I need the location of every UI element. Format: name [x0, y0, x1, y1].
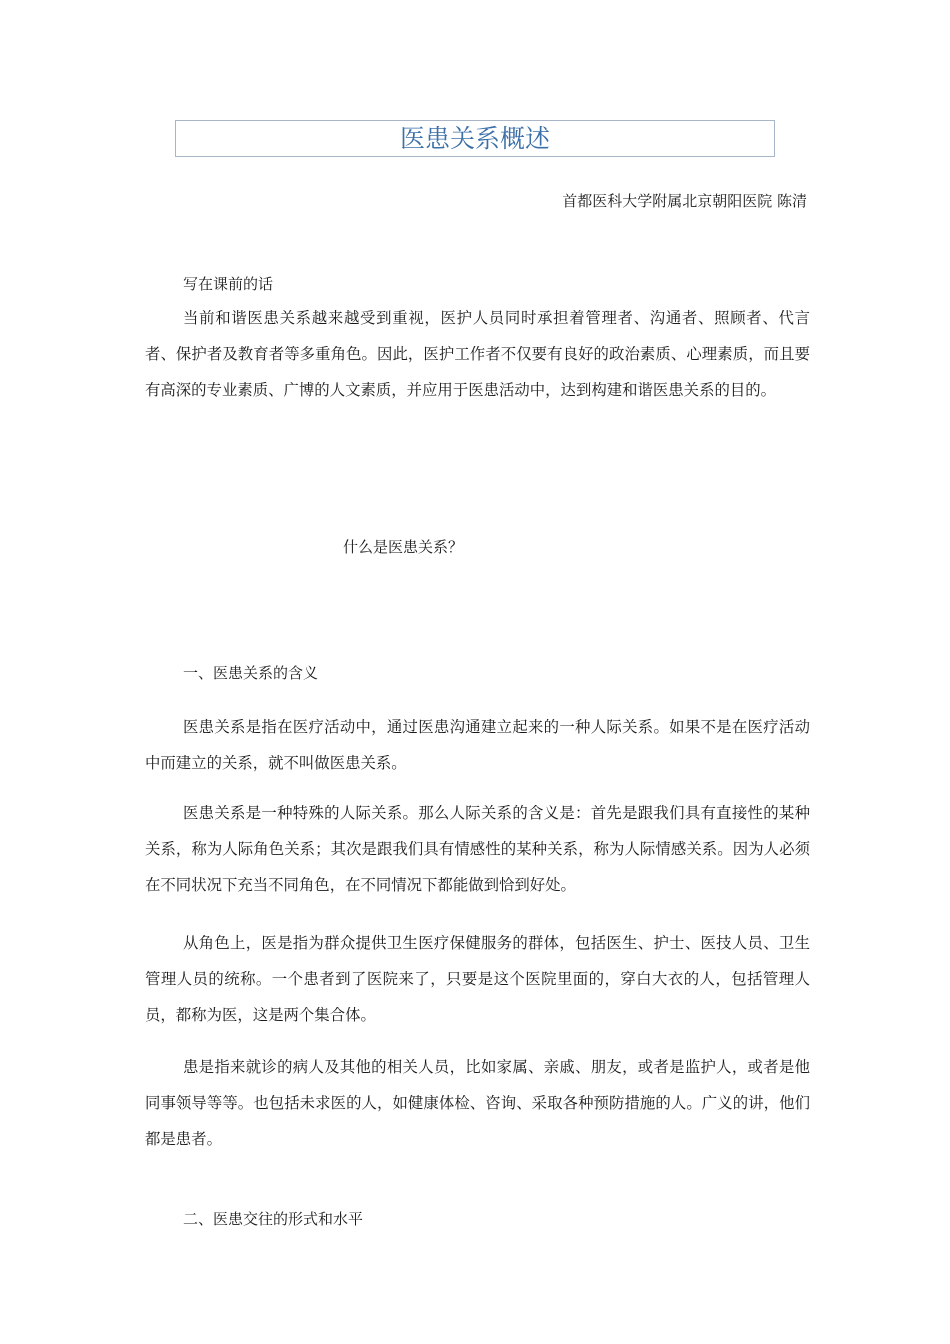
- section2-heading: 二、医患交往的形式和水平: [183, 1210, 364, 1228]
- section1-paragraph-2: 医患关系是一种特殊的人际关系。那么人际关系的含义是：首先是跟我们具有直接性的某种关系，称为人际角色关系；其次是跟我们具有情感性的某种关系，称为人际情感关系。因为人必须在不同状况下充当不同角色，在不同情况下都能做到恰到好处。: [145, 804, 810, 894]
- section1-paragraph-4: 患是指来就诊的病人及其他的相关人员，比如家属、亲戚、朋友，或者是监护人，或者是他同事领导等等。也包括未求医的人，如健康体检、咨询、采取各种预防措施的人。广义的讲，他们都是患者。: [145, 1058, 810, 1148]
- document-title: 医患关系概述: [399, 124, 550, 153]
- section1-heading: 一、医患关系的含义: [183, 664, 319, 682]
- author-line: 首都医科大学附属北京朝阳医院 陈清: [562, 192, 807, 210]
- question-heading: 什么是医患关系？: [343, 538, 464, 556]
- section1-paragraph-1: 医患关系是指在医疗活动中，通过医患沟通建立起来的一种人际关系。如果不是在医疗活动中而建立的关系，就不叫做医患关系。: [145, 718, 810, 772]
- document-title-banner: [175, 120, 775, 157]
- intro-paragraph: 当前和谐医患关系越来越受到重视，医护人员同时承担着管理者、沟通者、照顾者、代言者、保护者及教育者等多重角色。因此，医护工作者不仅要有良好的政治素质、心理素质，而且要有高深的专业素质、广博的人文素质，并应用于医患活动中，达到构建和谐医患关系的目的。: [145, 309, 810, 399]
- section1-paragraph-3: 从角色上，医是指为群众提供卫生医疗保健服务的群体，包括医生、护士、医技人员、卫生管理人员的统称。一个患者到了医院来了，只要是这个医院里面的，穿白大衣的人，包括管理人员，都称为医，这是两个集合体。: [145, 934, 810, 1024]
- intro-heading: 写在课前的话: [183, 275, 274, 293]
